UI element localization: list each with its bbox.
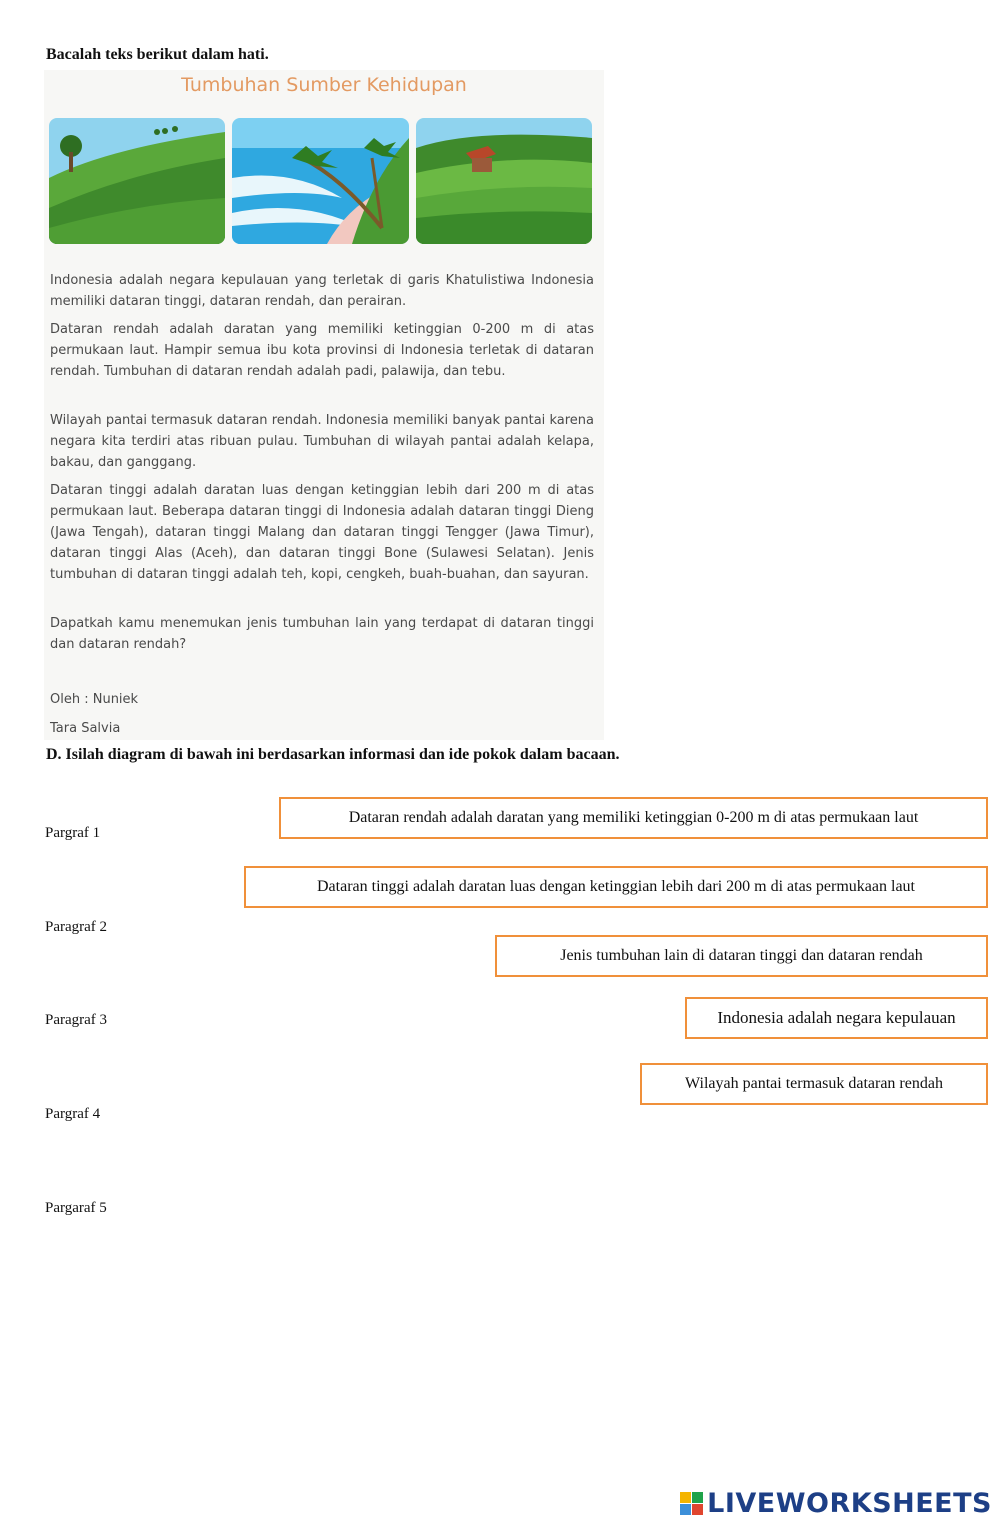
- instruction-diagram: D. Isilah diagram di bawah ini berdasarkan informasi dan ide pokok dalam bacaan.: [46, 746, 620, 763]
- answer-box-4[interactable]: Indonesia adalah negara kepulauan: [685, 997, 988, 1039]
- reading-paragraph-5: Dapatkah kamu menemukan jenis tumbuhan lain yang terdapat di dataran tinggi dan dataran rendah?: [50, 616, 594, 652]
- answer-box-5[interactable]: Wilayah pantai termasuk dataran rendah: [640, 1063, 988, 1105]
- reading-title: Tumbuhan Sumber Kehidupan: [181, 74, 467, 96]
- paragraph-label-2: Paragraf 2: [45, 919, 108, 935]
- brand-icon: [680, 1492, 703, 1515]
- paragraph-label-4: Pargraf 4: [45, 1106, 101, 1122]
- paragraph-label-3: Paragraf 3: [45, 1012, 108, 1028]
- reading-paragraph-3: Wilayah pantai termasuk dataran rendah. Indonesia memiliki banyak pantai karena negara kita terdiri atas ribuan pulau. Tumbuhan di wilayah pantai adalah kelapa, bakau, dan ganggang.: [50, 413, 594, 470]
- hills-illustration: [49, 118, 225, 244]
- paragraph-label-1: Pargraf 1: [45, 825, 101, 841]
- reading-author-2: Tara Salvia: [50, 721, 121, 736]
- answer-box-2[interactable]: Dataran tinggi adalah daratan luas dengan ketinggian lebih dari 200 m di atas permukaan laut: [244, 866, 988, 908]
- reading-author: Oleh : Nuniek: [50, 692, 139, 707]
- beach-illustration: [232, 118, 409, 244]
- liveworksheets-logo: [680, 1488, 992, 1519]
- reading-paragraph-4: Dataran tinggi adalah daratan luas dengan ketinggian lebih dari 200 m di atas permukaan laut. Beberapa dataran tinggi di Indonesia adalah dataran tinggi Dieng (Jawa Tengah), dataran tinggi Malang dan dataran tinggi Tengger (Jawa Timur), dataran tinggi Alas (Aceh), dan dataran tinggi Bone (Sulawesi Selatan). Jenis tumbuhan di dataran tinggi adalah teh, kopi, cengkeh, buah-buahan, dan sayuran.: [50, 483, 594, 582]
- reading-paragraph-1: Indonesia adalah negara kepulauan yang terletak di garis Khatulistiwa Indonesia memiliki dataran tinggi, dataran rendah, dan perairan.: [50, 273, 594, 309]
- instruction-read: Bacalah teks berikut dalam hati.: [46, 46, 269, 63]
- ricefield-illustration: [416, 118, 592, 244]
- reading-paragraph-2: Dataran rendah adalah daratan yang memiliki ketinggian 0-200 m di atas permukaan laut. Hampir semua ibu kota provinsi di Indonesia terletak di dataran rendah. Tumbuhan di dataran rendah adalah padi, palawija, dan tebu.: [50, 322, 594, 379]
- brand-text: LIVEWORKSHEETS: [707, 1488, 992, 1519]
- answer-box-3[interactable]: Jenis tumbuhan lain di dataran tinggi dan dataran rendah: [495, 935, 988, 977]
- paragraph-label-5: Pargaraf 5: [45, 1200, 107, 1216]
- reading-passage: [44, 70, 604, 740]
- answer-box-1[interactable]: Dataran rendah adalah daratan yang memiliki ketinggian 0-200 m di atas permukaan laut: [279, 797, 988, 839]
